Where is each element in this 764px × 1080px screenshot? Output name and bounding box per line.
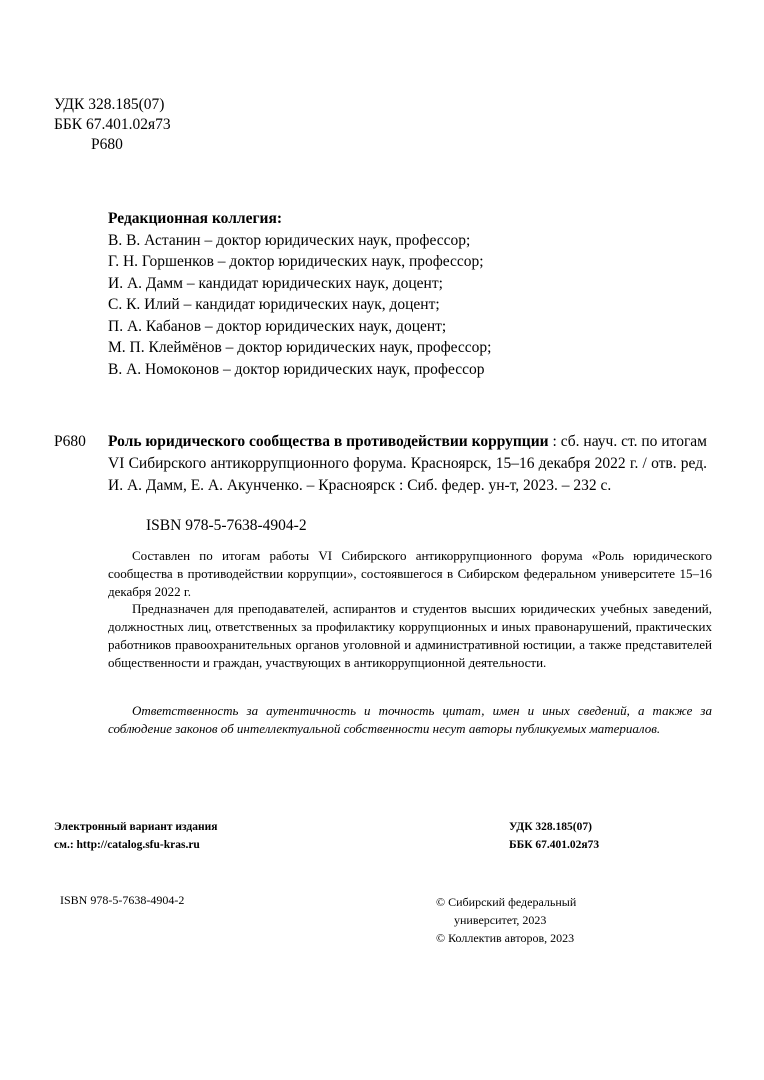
book-title: Роль юридического сообщества в противодействии коррупции — [108, 433, 549, 450]
footer-isbn: ISBN 978-5-7638-4904-2 — [60, 893, 185, 907]
annotation-paragraph: Предназначен для преподавателей, аспирантов и студентов высших юридических учебных заведений, должностных лиц, ответственных за профилактику коррупционных и иных правонарушений, практических работников правоохранительных органов уголовной и административной юстиции, а также представителей общественности и граждан, участвующих в антикоррупционной деятельности. — [108, 601, 712, 670]
electronic-version-note — [54, 818, 217, 854]
annotation-paragraph: Составлен по итогам работы VI Сибирского антикоррупционного форума «Роль юридического сообщества в противодействии коррупции», состоявшегося в Сибирском федеральном университете 15–16 декабря 2022 г. — [108, 548, 712, 599]
electronic-version-link[interactable]: см.: http://catalog.sfu-kras.ru — [54, 839, 200, 851]
copyright-authors: © Коллектив авторов, 2023 — [436, 931, 575, 945]
board-member: С. К. Илий – кандидат юридических наук, доцент; — [108, 296, 440, 313]
board-member: М. П. Клеймёнов – доктор юридических наук, профессор; — [108, 339, 492, 356]
electronic-version-line: Электронный вариант издания — [54, 821, 218, 833]
udk-code: УДК 328.185(07) — [54, 96, 165, 113]
board-member: В. В. Астанин – доктор юридических наук, профессор; — [108, 231, 471, 249]
board-member: В. А. Номоконов – доктор юридических наук, профессор — [108, 360, 485, 378]
footer-classification — [509, 818, 599, 854]
footer-udk: УДК 328.185(07) — [509, 821, 592, 833]
board-member: П. А. Кабанов – доктор юридических наук, доцент; — [108, 317, 447, 335]
author-sign: Р680 — [91, 136, 123, 153]
citation-code: Р680 — [54, 433, 86, 450]
citation-details: : сб. науч. ст. по итогам VI Сибирского антикоррупционного форума. Красноярск, 15–16 декабря 2022 г. / отв. ред. И. А. Дамм, Е. А. Акунченко. – Красноярск : Сиб. федер. ун-т, 2023. – 232 с. — [108, 433, 707, 494]
footer-bbk: ББК 67.401.02я73 — [509, 839, 600, 851]
isbn-main: ISBN 978-5-7638-4904-2 — [146, 517, 307, 534]
bbk-code: ББК 67.401.02я73 — [54, 116, 171, 133]
copyright-block — [436, 893, 576, 947]
responsibility-note: Ответственность за аутентичность и точность цитат, имен и иных сведений, а также за соблюдение законов об интеллектуальной собственности несут авторы публикуемых материалов. — [108, 703, 712, 736]
board-member: И. А. Дамм – кандидат юридических наук, доцент; — [108, 274, 443, 292]
board-member: Г. Н. Горшенков – доктор юридических наук, профессор; — [108, 253, 484, 270]
classification-block — [54, 95, 171, 155]
copyright-university: © Сибирский федеральный — [436, 895, 577, 909]
editorial-board-title: Редакционная коллегия: — [108, 210, 283, 227]
bibliographic-citation — [108, 431, 707, 497]
copyright-university-year: университет, 2023 — [454, 913, 547, 927]
editorial-board — [108, 208, 491, 380]
